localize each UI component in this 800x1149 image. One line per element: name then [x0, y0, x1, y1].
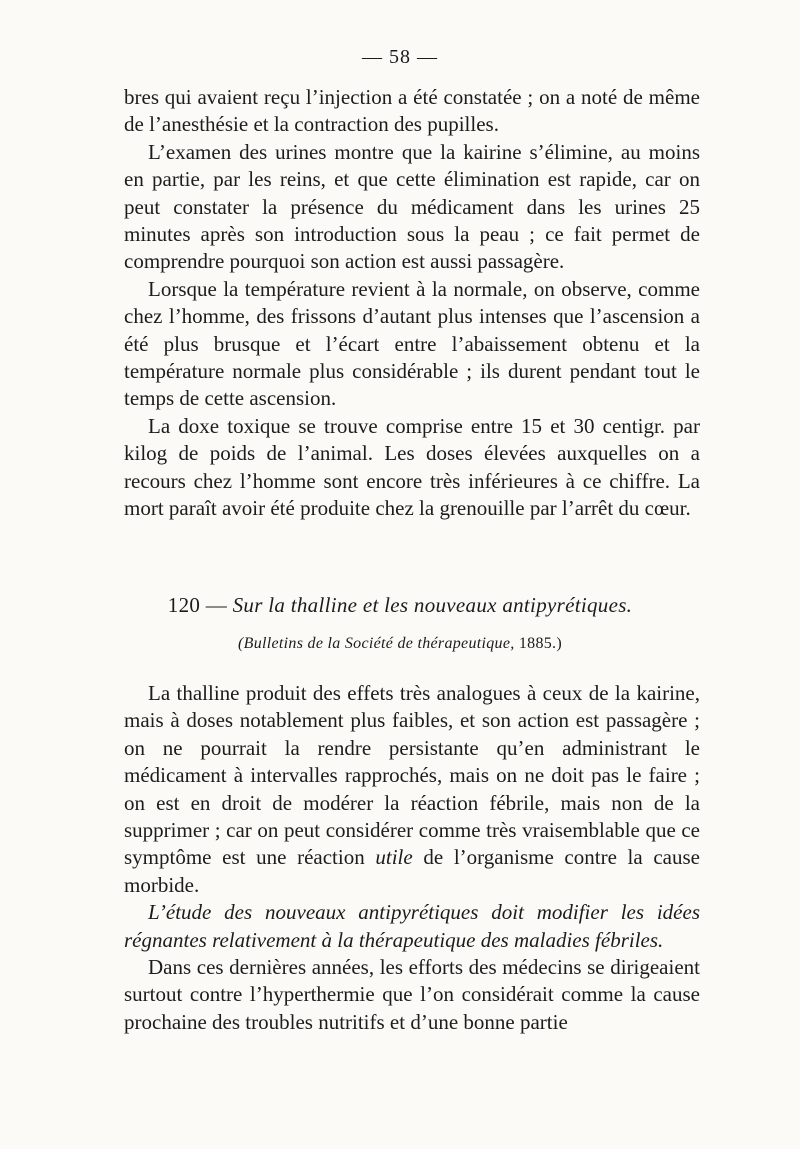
- paragraph-continuation: bres qui avaient reçu l’injection a été constatée ; on a noté de même de l’anesthésie et la contraction des pupilles.: [124, 85, 700, 137]
- paragraph-thalline: [124, 680, 700, 899]
- source-open-paren: (: [238, 635, 244, 652]
- section-title: Sur la thalline et les nouveaux antipyrétiques.: [232, 593, 633, 617]
- paragraph-temperature: Lorsque la température revient à la normale, on observe, comme chez l’homme, des frissons d’autant plus intenses que l’ascension a été plus brusque et l’écart entre l’abaissement obtenu et la température normale plus considérable ; ils durent pendant tout le temps de cette ascension.: [124, 276, 700, 411]
- source-journal: Bulletins de la Société de thérapeutique,: [243, 635, 515, 652]
- section-source: [0, 635, 800, 653]
- page-number: — 58 —: [362, 46, 438, 68]
- text-block-top: [124, 84, 700, 523]
- section-number: 120: [167, 593, 201, 617]
- section-heading: [0, 593, 800, 618]
- thalline-text-start: La thalline produit des effets très analogues à ceux de la kairine, mais à doses notablement plus faibles, et son action est passagère ; on ne pourrait la rendre persistante qu’en administrant le médicament à intervalles rapprochés, mais on ne doit pas le faire ; on est en droit de modérer la réaction fébrile, mais non de la supprimer ; car on peut considérer comme très vraisemblable que ce symptôme est une réaction: [124, 681, 700, 870]
- source-year: 1885.): [518, 635, 562, 652]
- emphasis-utile: utile: [375, 845, 413, 870]
- section-dash: —: [205, 593, 228, 617]
- paragraph-toxic-dose: La doxe toxique se trouve comprise entre 15 et 30 centigr. par kilog de poids de l’animal. Les doses élevées auxquelles on a recours chez l’homme sont encore très inférieures à ce chiffre. La mort paraît avoir été produite chez la grenouille par l’arrêt du cœur.: [124, 413, 700, 521]
- paragraph-italic-statement: L’étude des nouveaux antipyrétiques doit modifier les idées régnantes relativement à la thérapeutique des maladies fébriles.: [124, 900, 700, 952]
- paragraph-urine-exam: L’examen des urines montre que la kairine s’élimine, au moins en partie, par les reins, et que cette élimination est rapide, car on peut constater la présence du médicament dans les urines 25 minutes après son introduction sous la peau ; ce fait permet de comprendre pourquoi son action est aussi passagère.: [124, 139, 700, 274]
- paragraph-hyperthermia: Dans ces dernières années, les efforts des médecins se dirigeaient surtout contre l’hyperthermie que l’on considérait comme la cause prochaine des troubles nutritifs et d’une bonne partie: [124, 955, 700, 1034]
- text-block-bottom: [124, 680, 700, 1036]
- thalline-text-end: de l’organisme contre la cause morbide.: [124, 845, 700, 897]
